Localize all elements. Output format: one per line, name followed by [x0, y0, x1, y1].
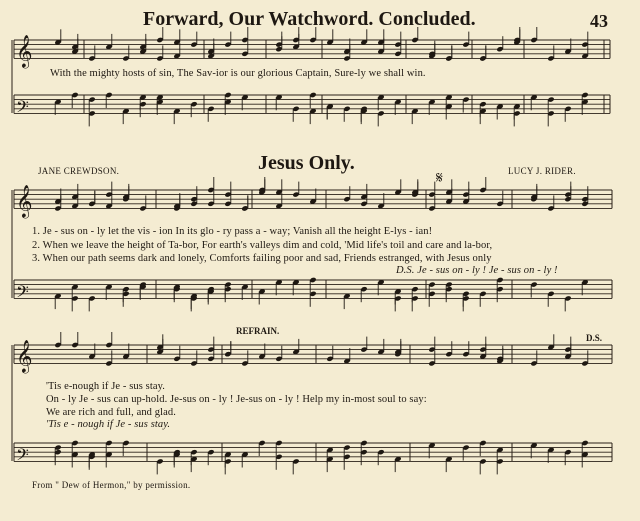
composer-credit: LUCY J. RIDER.: [508, 166, 576, 176]
refrain-line-3: We are rich and full, and glad.: [46, 407, 176, 418]
refrain-line-4: 'Tis e - nough if Je - sus stay.: [46, 419, 171, 430]
refrain-line-2: On - ly Je - sus can up-hold. Je-sus on - ly ! Je-sus on - ly ! Help my in-most soul to say:: [46, 394, 427, 405]
bass-clef-icon: 𝄢: [16, 283, 29, 306]
ds-lyric-line: D.S. Je - sus on - ly ! Je - sus on - ly !: [396, 265, 558, 276]
bass-clef-icon: 𝄢: [16, 446, 29, 469]
ds-mark: D.S.: [586, 333, 603, 343]
treble-clef-icon: 𝄞: [16, 341, 33, 373]
verse-line-3: 3. When our path seems dark and lonely, Comforts failing poor and sad, Friends estranged, with Jesus only: [32, 253, 492, 264]
treble-clef-icon: 𝄞: [16, 186, 33, 218]
bass-clef-icon: 𝄢: [16, 98, 29, 121]
verse-line-2: 2. When we leave the height of Ta-bor, For earth's valleys dim and cold, 'Mid life's toil and care and la-bor,: [32, 240, 493, 251]
lyricist-credit: JANE CREWDSON.: [38, 166, 120, 176]
refrain-line-1: 'Tis e-nough if Je - sus stay.: [46, 381, 166, 392]
verse-line-1: 1. Je - sus on - ly let the vis - ion In its glo - ry pass a - way; Vanish all the height E-lys - ian!: [32, 226, 433, 237]
source-credit: From " Dew of Hermon," by permission.: [32, 480, 191, 490]
refrain-label: REFRAIN.: [236, 326, 280, 336]
hymn-title: Jesus Only.: [258, 152, 355, 174]
segno-sign: 𝄋: [436, 170, 443, 187]
treble-clef-icon: 𝄞: [16, 36, 33, 68]
page-title: Forward, Our Watchword. Concluded.: [143, 8, 476, 30]
top-lyric-line: With the mighty hosts of sin, The Sav-ior is our glorious Captain, Sure-ly we shall win.: [50, 68, 426, 79]
page-number: 43: [590, 11, 608, 31]
